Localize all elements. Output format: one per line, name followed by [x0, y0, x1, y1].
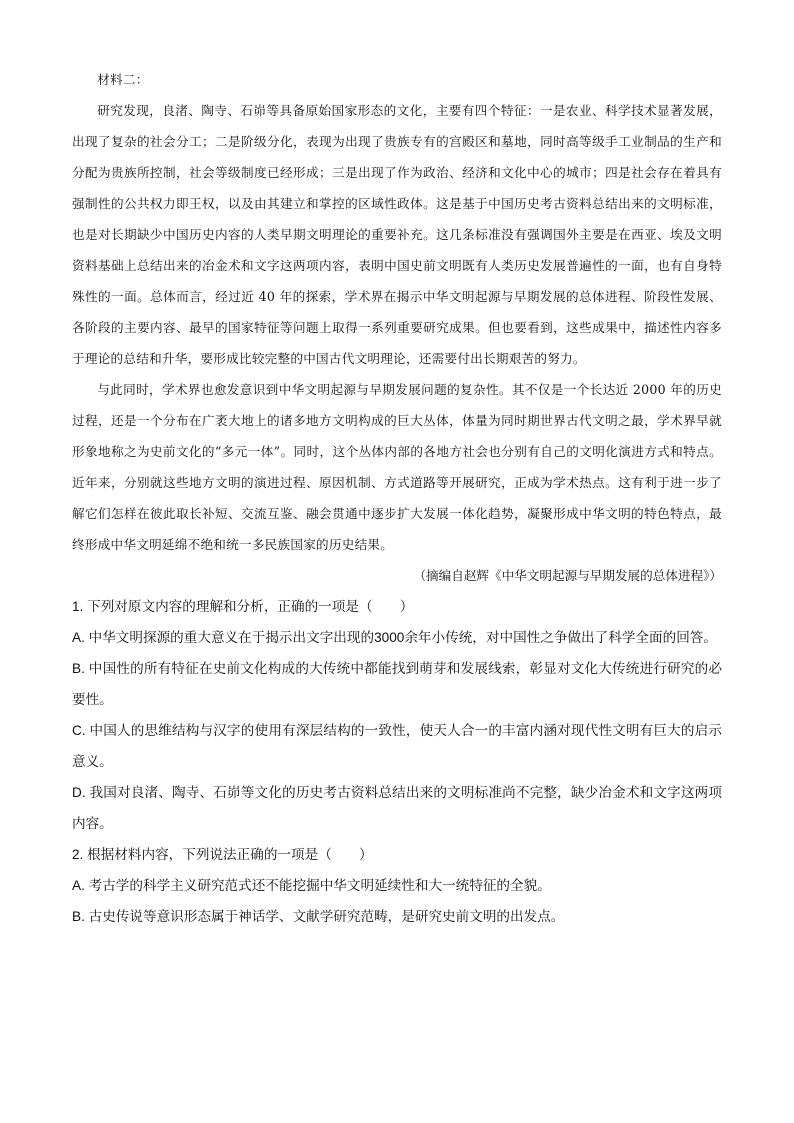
question-list — [72, 591, 722, 932]
question-option-b: B. 古史传说等意识形态属于神话学、文献学研究范畴，是研究史前文明的出发点。 — [72, 909, 565, 924]
material-heading: 材料二： — [97, 72, 149, 87]
question-option-b: B. 中国性的所有特征在史前文化构成的大传统中都能找到萌芽和发展线索，彰显对文化大传统进行研究的必要性。 — [72, 661, 722, 707]
material-source: （摘编自赵辉《中华文明起源与早期发展的总体进程》） — [413, 568, 722, 583]
question-2 — [72, 839, 722, 932]
question-stem: 2. 根据材料内容，下列说法正确的一项是（ ） — [72, 847, 373, 862]
question-1 — [72, 591, 722, 839]
material-paragraph-1: 研究发现，良渚、陶寺、石峁等具备原始国家形态的文化，主要有四个特征：一是农业、科学技术显著发展，出现了复杂的社会分工；二是阶级分化，表现为出现了贵族专有的宫殿区和墓地，同时高等级手工业制品的生产和分配为贵族所控制，社会等级制度已经形成；三是出现了作为政治、经济和文化中心的城市；四是社会存在着具有强制性的公共权力即王权，以及由其建立和掌控的区域性政体。这是基于中国历史考古资料总结出来的文明标准，也是对长期缺少中国历史内容的人类早期文明理论的重要补充。这几条标准没有强调国外主要是在西亚、埃及文明资料基础上总结出来的冶金术和文字这两项内容，表明中国史前文明既有人类历史发展普遍性的一面，也有自身特殊性的一面。总体而言，经过近 40 年的探索，学术界在揭示中华文明起源与早期发展的总体进程、阶段性发展、各阶段的主要内容、最早的国家特征等问题上取得一系列重要研究成果。但也要看到，这些成果中，描述性内容多于理论的总结和升华，要形成比较完整的中国古代文明理论，还需要付出长期艰苦的努力。 — [72, 103, 722, 366]
question-stem: 1. 下列对原文内容的理解和分析，正确的一项是（ ） — [72, 599, 414, 614]
question-option-d: D. 我国对良渚、陶寺、石峁等文化的历史考古资料总结出来的文明标准尚不完整，缺少冶金术和文字这两项内容。 — [72, 785, 722, 831]
question-option-c: C. 中国人的思维结构与汉字的使用有深层结构的一致性，使天人合一的丰富内涵对现代性文明有巨大的启示意义。 — [72, 723, 722, 769]
question-option-a: A. 中华文明探源的重大意义在于揭示出文字出现的3000余年小传统，对中国性之争做出了科学全面的回答。 — [72, 630, 717, 645]
material-paragraph-2: 与此同时，学术界也愈发意识到中华文明起源与早期发展问题的复杂性。其不仅是一个长达近 2000 年的历史过程，还是一个分布在广袤大地上的诸多地方文明构成的巨大丛体，体量为同时期世界古代文明之最，学术界早就形象地称之为史前文化的“多元一体”。同时，这个丛体内部的各地方社会也分别有自己的文明化演进方式和特点。近年来，分别就这些地方文明的演进过程、原因机制、方式道路等开展研究，正成为学术热点。这有利于进一步了解它们怎样在彼此取长补短、交流互鉴、融会贯通中逐步扩大发展一体化趋势，凝聚形成中华文明的特色特点，最终形成中华文明延绵不绝和统一多民族国家的历史结果。 — [72, 382, 722, 552]
question-option-a: A. 考古学的科学主义研究范式还不能挖掘中华文明延续性和大一统特征的全貌。 — [72, 878, 551, 893]
material-passage — [72, 64, 722, 560]
